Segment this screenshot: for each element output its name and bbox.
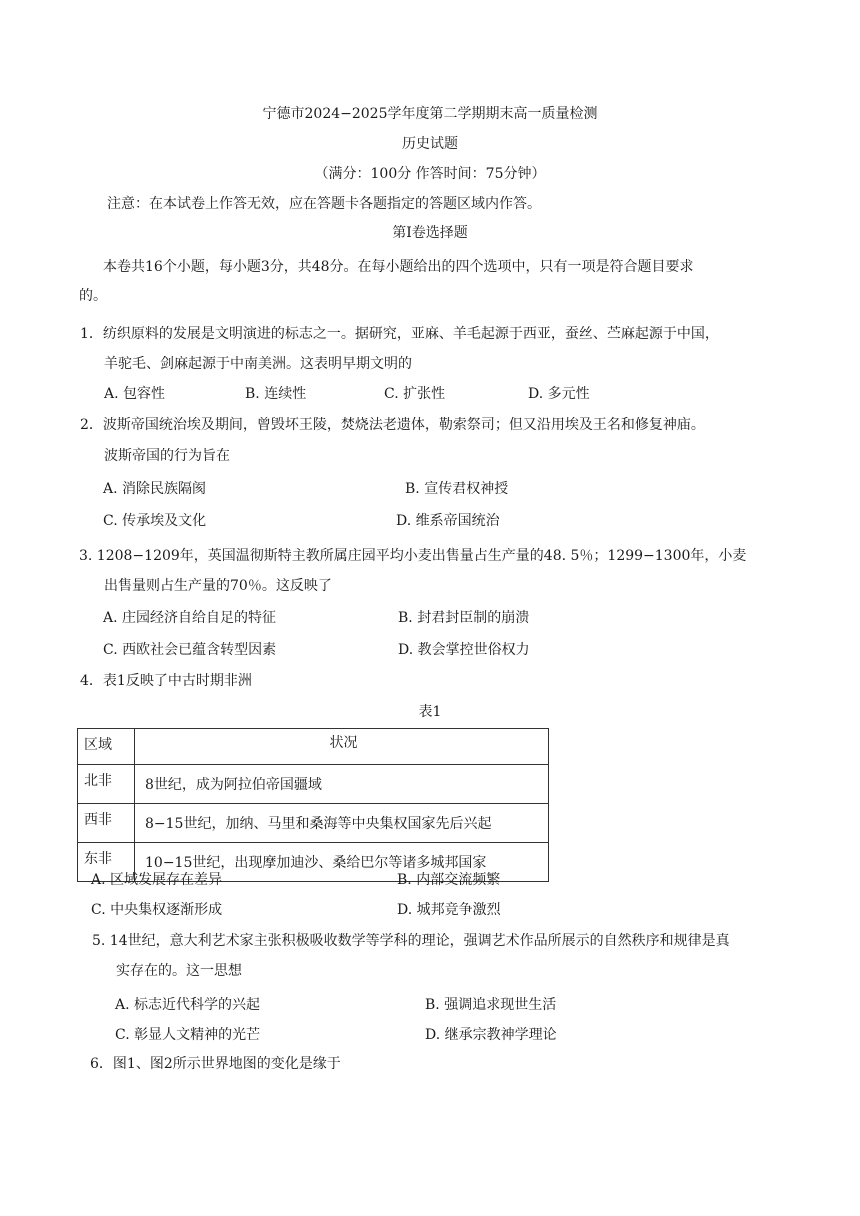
question-text: 3. 1208−1209年，英国温彻斯特主教所属庄园平均小麦出售量占生产量的48. 5％；1299−1300年，小麦 bbox=[79, 548, 747, 564]
question-text: 1．纺织原料的发展是文明演进的标志之一。据研究，亚麻、羊毛起源于西亚，蚕丝、苎麻起源于中国， bbox=[80, 326, 719, 342]
option-b: B. 宣传君权神授 bbox=[405, 481, 509, 497]
table-header-cell: 状况 bbox=[135, 729, 549, 765]
table-cell-status: 10−15世纪，出现摩加迪沙、桑给巴尔等诸多城邦国家 bbox=[135, 843, 549, 882]
option-d: D. 多元性 bbox=[528, 386, 590, 402]
question-text: 羊驼毛、剑麻起源于中南美洲。这表明早期文明的 bbox=[104, 356, 412, 372]
option-c: C. 彰显人文精神的光芒 bbox=[115, 1027, 261, 1043]
option-a: A. 消除民族隔阂 bbox=[103, 481, 207, 497]
table-cell-region: 北非 bbox=[78, 765, 135, 804]
question-text: 5. 14世纪，意大利艺术家主张积极吸收数学等学科的理论，强调艺术作品所展示的自然秩序和规律是真 bbox=[92, 933, 730, 949]
exam-notice: 注意：在本试卷上作答无效，应在答题卡各题指定的答题区域内作答。 bbox=[107, 196, 541, 212]
option-c: C. 西欧社会已蕴含转型因素 bbox=[103, 642, 277, 658]
option-d: D. 维系帝国统治 bbox=[396, 513, 500, 529]
table-header-cell: 区域 bbox=[78, 729, 135, 765]
exam-subject: 历史试题 bbox=[402, 136, 458, 152]
option-c: C. 中央集权逐渐形成 bbox=[91, 902, 223, 918]
table-1 bbox=[77, 728, 549, 882]
instructions-line-2: 的。 bbox=[79, 288, 107, 304]
question-text: 6．图1、图2所示世界地图的变化是缘于 bbox=[90, 1056, 341, 1072]
table-row bbox=[78, 765, 549, 804]
table-cell-region: 东非 bbox=[78, 843, 135, 882]
question-text: 出售量则占生产量的70％。这反映了 bbox=[104, 578, 332, 594]
option-c: C. 传承埃及文化 bbox=[103, 513, 207, 529]
option-a: A. 标志近代科学的兴起 bbox=[115, 997, 261, 1013]
table-row bbox=[78, 804, 549, 843]
option-a: A. 庄园经济自给自足的特征 bbox=[103, 610, 277, 626]
option-d: D. 城邦竞争激烈 bbox=[397, 902, 501, 918]
option-a: A. 包容性 bbox=[104, 386, 166, 402]
table-cell-region: 西非 bbox=[78, 804, 135, 843]
section-title: 第I卷选择题 bbox=[392, 225, 468, 241]
table-header-row bbox=[78, 729, 549, 765]
option-d: D. 继承宗教神学理论 bbox=[425, 1027, 557, 1043]
exam-score-time: （满分：100分 作答时间：75分钟） bbox=[314, 166, 546, 182]
exam-title: 宁德市2024−2025学年度第二学期期末高一质量检测 bbox=[262, 106, 598, 122]
option-d: D. 教会掌控世俗权力 bbox=[398, 642, 530, 658]
question-text: 实存在的。这一思想 bbox=[116, 963, 242, 979]
option-a: A. 区域发展存在差异 bbox=[91, 872, 223, 888]
table-cell-status: 8世纪，成为阿拉伯帝国疆域 bbox=[135, 765, 549, 804]
option-b: B. 内部交流频繁 bbox=[397, 872, 501, 888]
table-cell-status: 8−15世纪，加纳、马里和桑海等中央集权国家先后兴起 bbox=[135, 804, 549, 843]
option-c: C. 扩张性 bbox=[384, 386, 446, 402]
option-b: B. 强调追求现世生活 bbox=[425, 997, 557, 1013]
option-b: B. 封君封臣制的崩溃 bbox=[398, 610, 530, 626]
option-b: B. 连续性 bbox=[245, 386, 307, 402]
question-text: 4．表1反映了中古时期非洲 bbox=[80, 673, 252, 689]
instructions-line-1: 本卷共16个小题，每小题3分，共48分。在每小题给出的四个选项中，只有一项是符合题目要求 bbox=[103, 259, 694, 275]
question-text: 波斯帝国的行为旨在 bbox=[104, 448, 230, 464]
question-text: 2．波斯帝国统治埃及期间，曾毁坏王陵，焚烧法老遗体，勒索祭司；但又沿用埃及王名和修复神庙。 bbox=[80, 417, 705, 433]
table-caption: 表1 bbox=[418, 704, 442, 720]
